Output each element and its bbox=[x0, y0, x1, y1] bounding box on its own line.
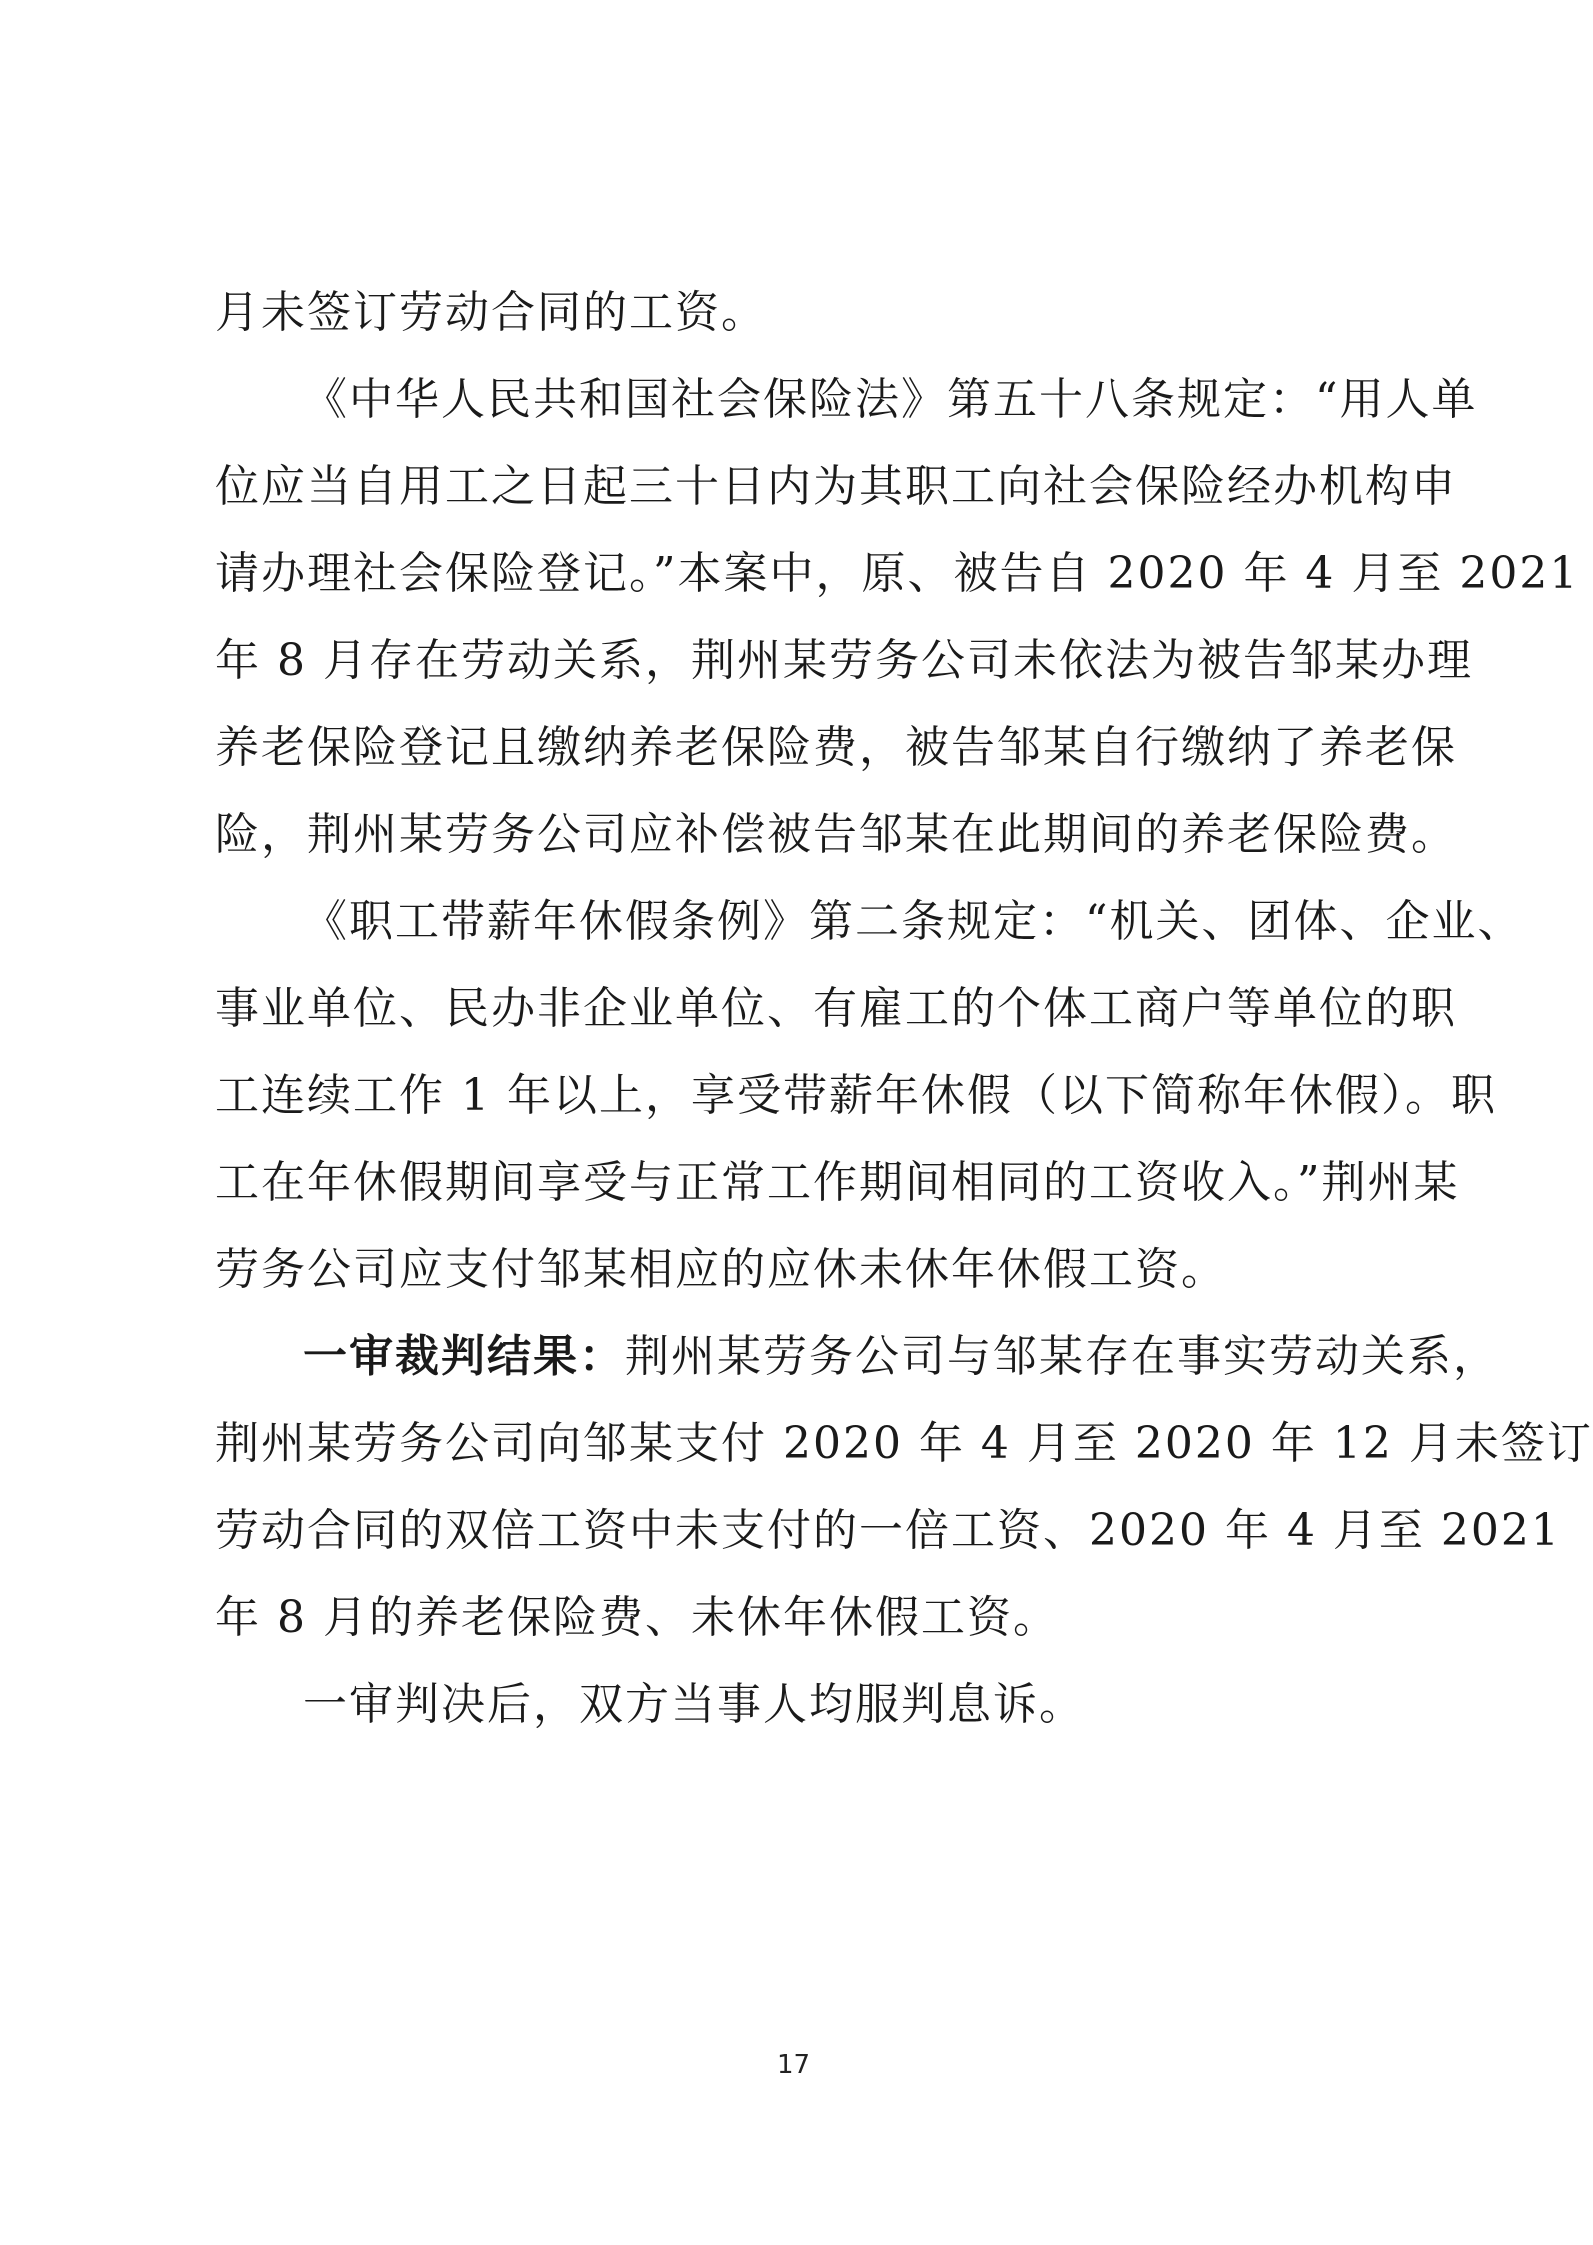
paragraph-2-line-5: 养老保险登记且缴纳养老保险费，被告邹某自行缴纳了养老保 bbox=[215, 722, 1457, 773]
paragraph-3-line-1: 《职工带薪年休假条例》第二条规定：“机关、团体、企业、 bbox=[303, 896, 1524, 947]
paragraph-4-line-2: 荆州某劳务公司向邹某支付 2020 年 4 月至 2020 年 12 月未签订 bbox=[215, 1418, 1593, 1469]
page-number: 17 bbox=[776, 2050, 811, 2080]
paragraph-3-line-2: 事业单位、民办非企业单位、有雇工的个体工商户等单位的职 bbox=[215, 983, 1457, 1034]
paragraph-3-line-4: 工在年休假期间享受与正常工作期间相同的工资收入。”荆州某 bbox=[215, 1157, 1460, 1208]
paragraph-2-line-2: 位应当自用工之日起三十日内为其职工向社会保险经办机构申 bbox=[215, 461, 1457, 512]
paragraph-5-line-1: 一审判决后，双方当事人均服判息诉。 bbox=[303, 1679, 1085, 1730]
paragraph-1-line-1: 月未签订劳动合同的工资。 bbox=[215, 287, 767, 338]
paragraph-3-line-5: 劳务公司应支付邹某相应的应休未休年休假工资。 bbox=[215, 1244, 1227, 1295]
judgment-heading: 一审裁判结果： bbox=[303, 1331, 625, 1382]
paragraph-4-line-1 bbox=[215, 1317, 1499, 1397]
paragraph-4-line-1-text: 荆州某劳务公司与邹某存在事实劳动关系， bbox=[625, 1331, 1499, 1382]
paragraph-2-line-4: 年 8 月存在劳动关系，荆州某劳务公司未依法为被告邹某办理 bbox=[215, 635, 1473, 686]
paragraph-2-line-6: 险，荆州某劳务公司应补偿被告邹某在此期间的养老保险费。 bbox=[215, 809, 1457, 860]
paragraph-2-line-1: 《中华人民共和国社会保险法》第五十八条规定：“用人单 bbox=[303, 374, 1478, 425]
paragraph-4-line-3: 劳动合同的双倍工资中未支付的一倍工资、2020 年 4 月至 2021 bbox=[215, 1505, 1561, 1556]
paragraph-2-line-3: 请办理社会保险登记。”本案中，原、被告自 2020 年 4 月至 2021 bbox=[215, 548, 1580, 599]
paragraph-3-line-3: 工连续工作 1 年以上，享受带薪年休假（以下简称年休假）。职 bbox=[215, 1070, 1497, 1121]
paragraph-4-line-4: 年 8 月的养老保险费、未休年休假工资。 bbox=[215, 1592, 1059, 1643]
